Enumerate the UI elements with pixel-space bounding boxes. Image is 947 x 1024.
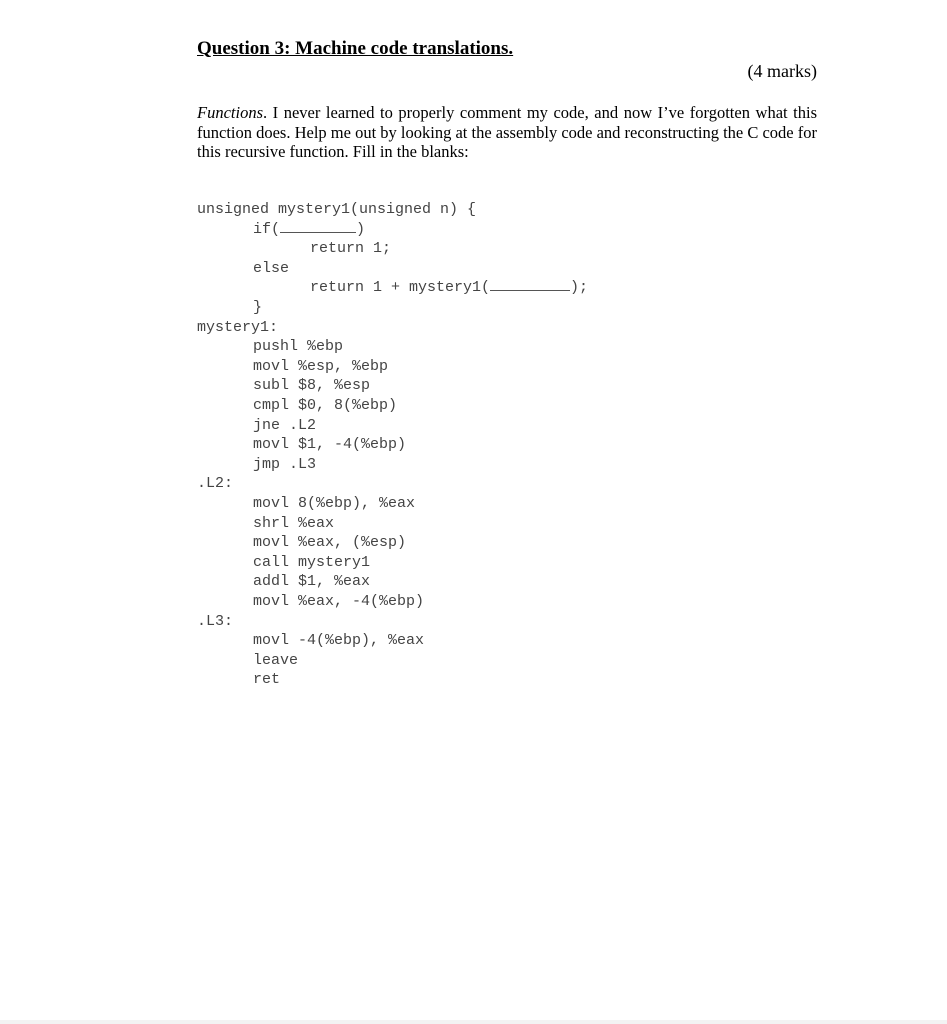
asm-line: call mystery1 bbox=[253, 553, 371, 571]
c-close-brace: } bbox=[253, 299, 263, 316]
asm-line: leave bbox=[253, 651, 299, 669]
asm-line: movl %eax, -4(%ebp) bbox=[253, 593, 425, 610]
asm-line: ret bbox=[253, 671, 281, 689]
argument-blank[interactable] bbox=[490, 278, 570, 291]
condition-blank[interactable] bbox=[280, 220, 356, 233]
c-return-recursive-line bbox=[310, 278, 588, 298]
asm-line: subl $8, %esp bbox=[253, 377, 371, 395]
marks-label: (4 marks) bbox=[747, 61, 817, 81]
c-if-open: if( bbox=[253, 220, 281, 238]
c-else: else bbox=[253, 259, 290, 277]
asm-label-mystery1: mystery1: bbox=[197, 318, 279, 336]
c-signature: unsigned mystery1(unsigned n) { bbox=[197, 201, 477, 218]
asm-line: jmp .L3 bbox=[253, 455, 317, 473]
c-return-recursive-open: return 1 + mystery1( bbox=[310, 279, 491, 297]
instructions-body: . I never learned to properly comment my code, and now I’ve forgotten what this function does. Help me out by looking at the assembly code and reconstructing the C code for this recursive function. Fill in the blanks: bbox=[197, 103, 817, 161]
asm-line: addl $1, %eax bbox=[253, 573, 371, 591]
asm-line: movl 8(%ebp), %eax bbox=[253, 495, 416, 512]
question-instructions bbox=[197, 103, 817, 162]
c-if-line bbox=[253, 220, 365, 240]
instructions-lead: Functions bbox=[197, 103, 263, 122]
asm-line: movl %eax, (%esp) bbox=[253, 534, 407, 552]
asm-line: movl $1, -4(%ebp) bbox=[253, 436, 407, 454]
asm-label-l3: .L3: bbox=[197, 612, 234, 630]
c-return-recursive-close: ); bbox=[570, 279, 589, 297]
asm-line: pushl %ebp bbox=[253, 338, 344, 356]
asm-line: movl -4(%ebp), %eax bbox=[253, 632, 425, 650]
c-if-close: ) bbox=[356, 220, 366, 238]
asm-line: cmpl $0, 8(%ebp) bbox=[253, 397, 398, 414]
asm-line: movl %esp, %ebp bbox=[253, 357, 389, 375]
asm-line: shrl %eax bbox=[253, 514, 335, 532]
asm-label-l2: .L2: bbox=[197, 475, 234, 493]
page-bottom-edge bbox=[0, 1020, 947, 1024]
asm-line: jne .L2 bbox=[253, 416, 317, 434]
c-return-base: return 1; bbox=[310, 240, 392, 258]
question-title: Question 3: Machine code translations. bbox=[197, 38, 514, 59]
